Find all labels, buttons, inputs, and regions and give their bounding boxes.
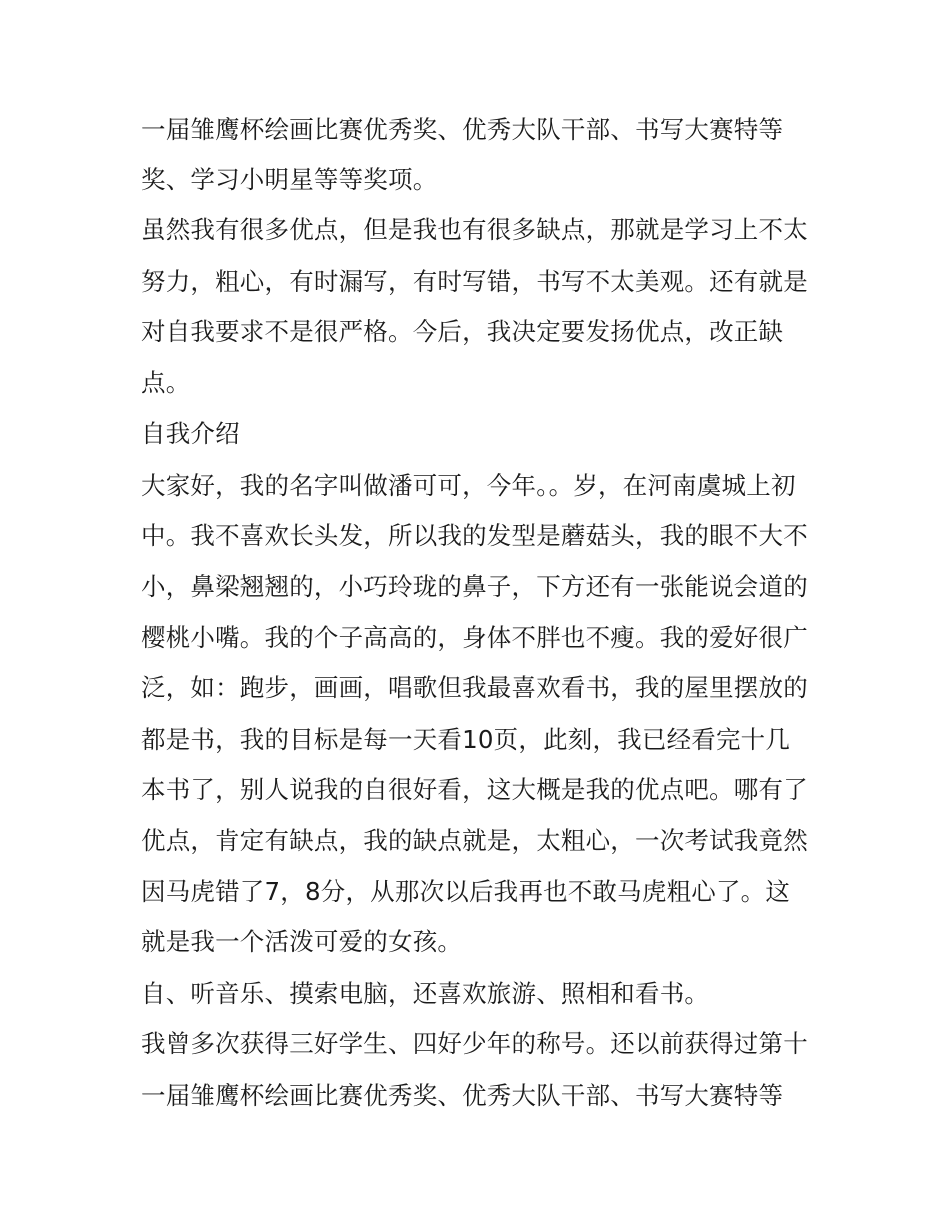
section-heading: 自我介绍 (141, 419, 240, 448)
text-line: 对自我要求不是很严格。今后，我决定要发扬优点，改正缺 (141, 317, 784, 346)
text-line: 泛，如：跑步，画画，唱歌但我最喜欢看书，我的屋里摆放的 (141, 673, 808, 702)
text-line: 优点，肯定有缺点，我的缺点就是，太粗心，一次考试我竟然 (141, 826, 808, 855)
text-line: 点。 (141, 368, 191, 397)
text-line: 我曾多次获得三好学生、四好少年的称号。还以前获得过第十 (141, 1029, 808, 1058)
text-line: 一届雏鹰杯绘画比赛优秀奖、优秀大队干部、书写大赛特等 (141, 1081, 784, 1110)
text-line: 奖、学习小明星等等奖项。 (141, 165, 438, 194)
text-line: 中。我不喜欢长头发，所以我的发型是蘑菇头，我的眼不大不 (141, 521, 808, 550)
text-line: 因马虎错了7，8分，从那次以后我再也不敢马虎粗心了。这 (141, 877, 791, 906)
text-line: 虽然我有很多优点，但是我也有很多缺点，那就是学习上不太 (141, 215, 808, 244)
text-line: 小，鼻梁翘翘的，小巧玲珑的鼻子，下方还有一张能说会道的 (141, 572, 808, 601)
text-line: 一届雏鹰杯绘画比赛优秀奖、优秀大队干部、书写大赛特等 (141, 115, 784, 144)
text-line: 樱桃小嘴。我的个子高高的，身体不胖也不瘦。我的爱好很广 (141, 623, 808, 652)
text-line: 大家好，我的名字叫做潘可可，今年。。岁，在河南虞城上初 (141, 471, 796, 500)
text-line: 本书了，别人说我的自很好看，这大概是我的优点吧。哪有了 (141, 775, 808, 804)
text-line: 都是书，我的目标是每一天看10页，此刻，我已经看完十几 (141, 725, 791, 754)
text-line: 努力，粗心，有时漏写，有时写错，书写不太美观。还有就是 (141, 267, 808, 296)
text-line: 就是我一个活泼可爱的女孩。 (141, 927, 463, 956)
text-line: 自、听音乐、摸索电脑，还喜欢旅游、照相和看书。 (141, 979, 710, 1008)
